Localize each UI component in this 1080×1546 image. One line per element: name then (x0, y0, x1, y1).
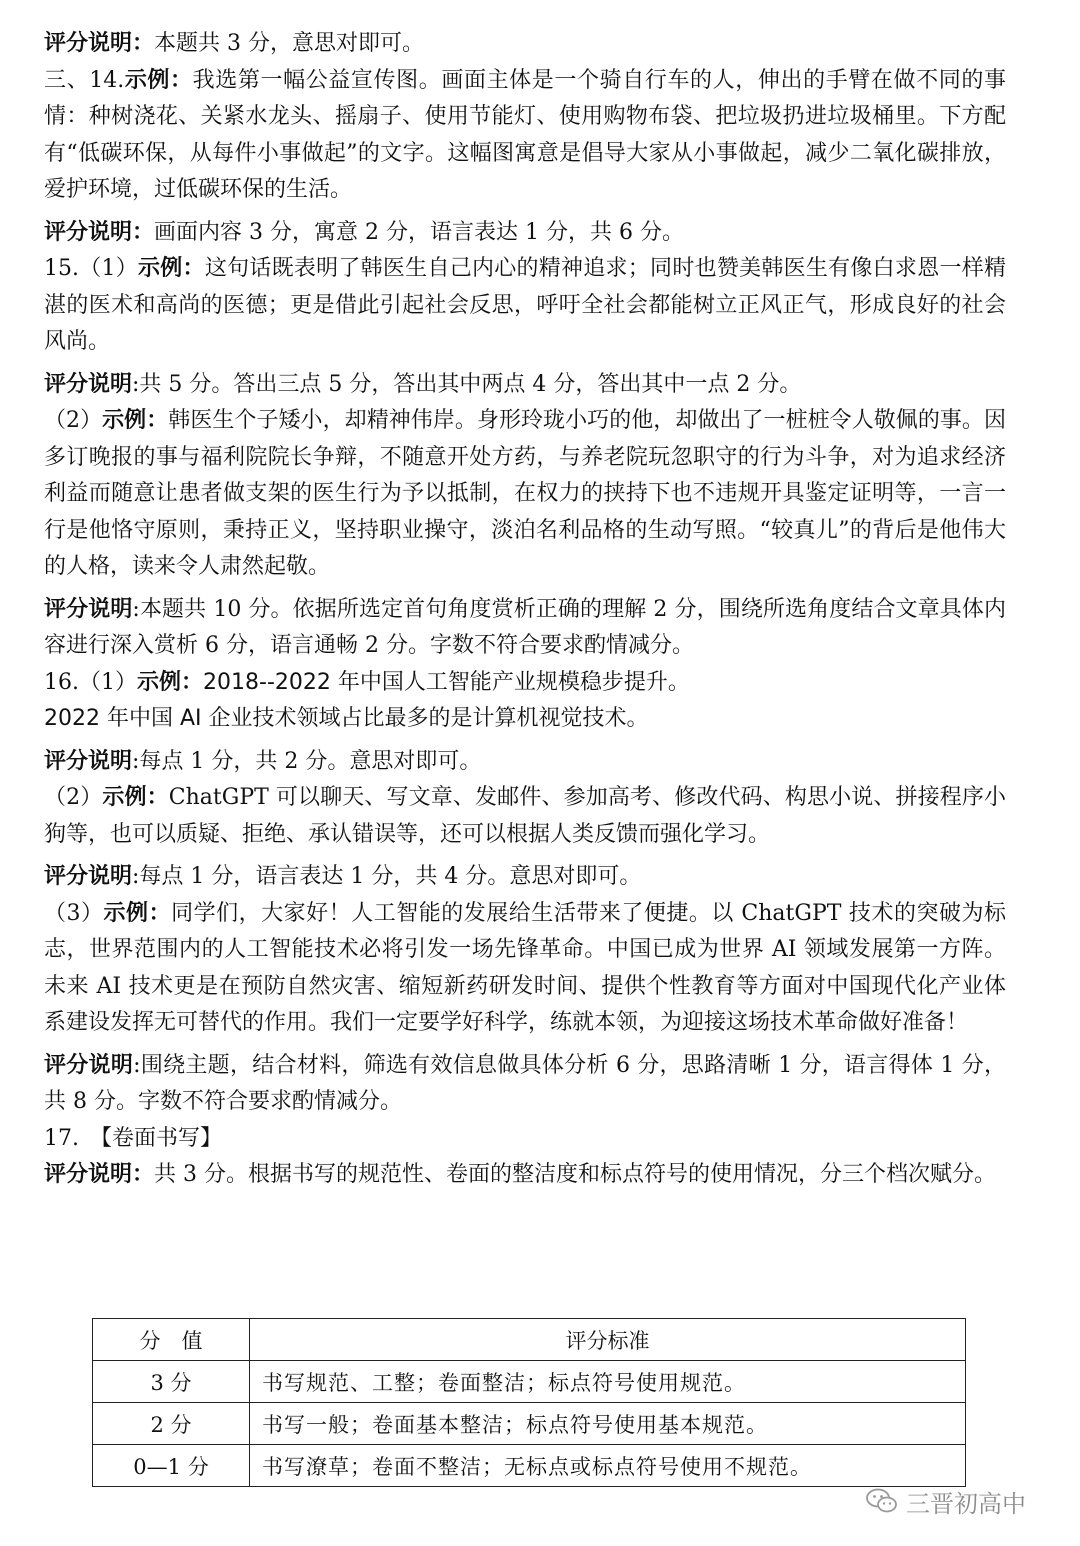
row-desc: 书写潦草；卷面不整洁；无标点或标点符号使用不规范。 (250, 1445, 966, 1487)
score-label: 评分说明： (44, 1162, 155, 1187)
score-label: 评分说明： (44, 31, 155, 56)
q16-1-answer-b: 2022 年中国 AI 企业技术领域占比最多的是计算机视觉技术。 (44, 706, 649, 731)
q16-2-answer (44, 780, 1006, 853)
wechat-icon (866, 1488, 898, 1514)
q16-1-score (44, 744, 1006, 781)
score-text: :每点 1 分，语言表达 1 分，共 4 分。意思对即可。 (132, 864, 642, 889)
answer-text: 同学们，大家好！人工智能的发展给生活带来了便捷。以 ChatGPT 技术的突破为标志，世界范围内的人工智能技术必将引发一场先锋革命。中国已成为世界 AI 领域发展第一方阵。未来 AI 技术更是在预防自然灾害、缩短新药研发时间、提供个性教育等方面对中国现代化产业体系建设发挥无可替代的作用。我们一定要学好科学，练就本领，为迎接这场技术革命做好准备！ (44, 900, 1007, 1035)
question-number: 三、14. (44, 67, 125, 93)
example-label: 示例： (102, 785, 169, 810)
q15-2-score (44, 592, 1006, 665)
example-label: 示例： (103, 900, 172, 926)
answer-content (44, 26, 1006, 1194)
score-text: :每点 1 分，共 2 分。意思对即可。 (132, 748, 482, 774)
q16-1-answer (44, 665, 1006, 702)
q16-2-score (44, 859, 1006, 896)
question-number: 17. (44, 1125, 79, 1151)
question-number: 15.（1） (44, 256, 139, 281)
row-value: 0—1 分 (93, 1445, 250, 1487)
score-label: 评分说明 (44, 371, 133, 397)
q17-title: 【卷面书写】 (101, 1125, 223, 1151)
answer-text: ChatGPT 可以聊天、写文章、发邮件、参加高考、修改代码、构思小说、拼接程序小狗等，也可以质疑、拒绝、承认错误等，还可以根据人类反馈而强化学习。 (44, 785, 1006, 847)
watermark-text: 三晋初高中 (906, 1489, 1026, 1518)
example-label: 示例： (124, 67, 193, 93)
question-number: 16.（1） (44, 669, 137, 695)
answer-text: 这句话既表明了韩医生自己内心的精神追求；同时也赞美韩医生有像白求恩一样精湛的医术和高尚的医德；更是借此引起社会反思，呼吁全社会都能树立正风正气，形成良好的社会风尚。 (44, 256, 1006, 354)
table-row (93, 1445, 966, 1487)
q15-1-score (44, 367, 1006, 404)
score-text: 本题共 3 分，意思对即可。 (154, 31, 424, 56)
q17-heading (44, 1121, 1006, 1158)
watermark (866, 1484, 1026, 1518)
score-label: 评分说明 (44, 864, 133, 889)
table-row (93, 1403, 966, 1445)
score-text: :本题共 10 分。依据所选定首句角度赏析正确的理解 2 分，围绕所选角度结合文章具体内容进行深入赏析 6 分，语言通畅 2 分。字数不符合要求酌情减分。 (44, 596, 1006, 658)
q14-answer (44, 63, 1006, 209)
example-label: 示例： (137, 669, 204, 695)
q16-3-score (44, 1048, 1006, 1121)
q16-3-answer (44, 896, 1006, 1042)
question-number: （3） (44, 900, 104, 926)
score-text: :围绕主题，结合材料，筛选有效信息做具体分析 6 分，思路清晰 1 分，语言得体 1 分，共 8 分。字数不符合要求酌情减分。 (44, 1052, 1006, 1114)
example-label: 示例： (102, 408, 169, 433)
q15-2-answer (44, 403, 1006, 586)
row-desc: 书写一般；卷面基本整洁；标点符号使用基本规范。 (250, 1403, 966, 1445)
question-number: （2） (44, 785, 103, 810)
q14-score (44, 215, 1006, 252)
row-value: 2 分 (93, 1403, 250, 1445)
table-row (93, 1361, 966, 1403)
row-value: 3 分 (93, 1361, 250, 1403)
header-value: 分 值 (93, 1319, 250, 1361)
table-header-row (93, 1319, 966, 1361)
question-number: （2） (44, 408, 103, 433)
scoring-table (92, 1318, 966, 1487)
score-label: 评分说明 (44, 748, 133, 774)
example-label: 示例： (138, 256, 205, 281)
header-standard: 评分标准 (250, 1319, 966, 1361)
row-desc: 书写规范、工整；卷面整洁；标点符号使用规范。 (250, 1361, 966, 1403)
score-label: 评分说明： (44, 219, 155, 245)
q15-1-answer (44, 251, 1006, 361)
answer-text: 我选第一幅公益宣传图。画面主体是一个骑自行车的人，伸出的手臂在做不同的事情：种树浇花、关紧水龙头、摇扇子、使用节能灯、使用购物布袋、把垃圾扔进垃圾桶里。下方配有“低碳环保，从每件小事做起”的文字。这幅图寓意是倡导大家从小事做起，减少二氧化碳排放，爱护环境，过低碳环保的生活。 (44, 67, 1006, 202)
intro-score-line (44, 26, 1006, 63)
q17-score (44, 1157, 1006, 1194)
answer-text: 2018--2022 年中国人工智能产业规模稳步提升。 (203, 669, 690, 695)
score-label: 评分说明 (44, 596, 133, 622)
score-text: :共 5 分。答出三点 5 分，答出其中两点 4 分，答出其中一点 2 分。 (132, 371, 802, 397)
score-text: 画面内容 3 分，寓意 2 分，语言表达 1 分，共 6 分。 (154, 219, 684, 245)
score-text: 共 3 分。根据书写的规范性、卷面的整洁度和标点符号的使用情况，分三个档次赋分。 (154, 1162, 997, 1187)
answer-text: 韩医生个子矮小，却精神伟岸。身形玲珑小巧的他，却做出了一桩桩令人敬佩的事。因多订晚报的事与福利院院长争辩，不随意开处方药，与养老院玩忽职守的行为斗争，对为追求经济利益而随意让患者做支架的医生行为予以抵制，在权力的挟持下也不违规开具鉴定证明等，一言一行是他恪守原则，秉持正义，坚持职业操守，淡泊名利品格的生动写照。“较真儿”的背后是他伟大的人格，读来令人肃然起敬。 (44, 408, 1006, 579)
score-label: 评分说明 (44, 1052, 134, 1078)
